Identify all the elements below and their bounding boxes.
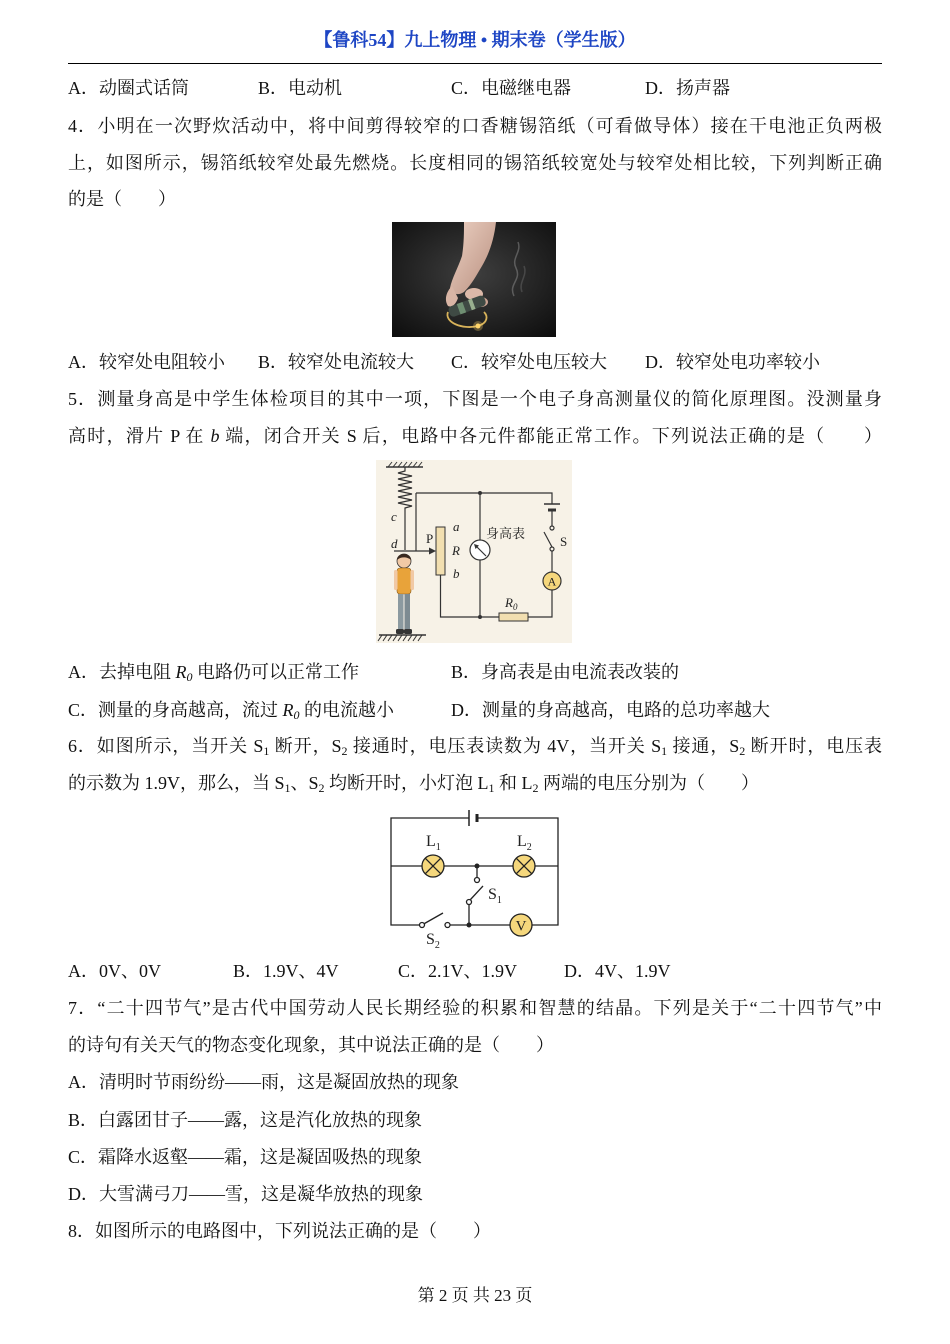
label-S1-subscript: 1 <box>496 895 502 906</box>
junction-dot <box>478 491 482 495</box>
q5-option-d: D．测量的身高越高，电路的总功率越大 <box>451 700 770 720</box>
label-R0-letter: R <box>505 595 513 610</box>
q5-option-a-sub: 0 <box>186 670 193 684</box>
voltmeter-icon <box>510 914 532 936</box>
label-a: a <box>453 519 460 534</box>
q5-option-c <box>68 697 394 723</box>
q6-option-d: D．4V、1.9V <box>564 961 671 981</box>
label-S2-subscript: 2 <box>434 940 440 951</box>
q6-option-a: A．0V、0V <box>68 961 161 981</box>
q5-option-a-text: 电路仍可以正常工作 <box>192 662 359 682</box>
q6-line2-sub: 2 <box>318 781 325 795</box>
q7-option-c: C．霜降水返壑——霜，这是凝固吸热的现象 <box>68 1147 423 1167</box>
q7-option-b: B．白露团甘子——露，这是汽化放热的现象 <box>68 1110 423 1130</box>
label-R0-subscript: 0 <box>512 602 518 612</box>
page-header-title: 【鲁科54】九上物理 • 期末卷（学生版） <box>314 30 636 50</box>
q4-option-d: D．较窄处电功率较小 <box>645 352 820 372</box>
ammeter-icon <box>543 572 561 590</box>
q6-option-b: B．1.9V、4V <box>233 961 339 981</box>
lamp-L2-icon <box>513 855 535 877</box>
q6-option-c: C．2.1V、1.9V <box>398 961 518 981</box>
q3-option-c: C．电磁继电器 <box>451 78 572 98</box>
q3-option-d: D．扬声器 <box>645 78 730 98</box>
q3-option-b: B．电动机 <box>258 78 343 98</box>
junction-dot <box>475 864 480 869</box>
q6-line2-sub: 1 <box>284 781 291 795</box>
q5-option-c-text: 的电流越小 <box>299 700 395 720</box>
q6-line2-part: 、S <box>290 773 319 793</box>
q5-option-a-text: A．去掉电阻 <box>68 662 176 682</box>
label-R: R <box>452 543 460 558</box>
junction-dot <box>467 923 472 928</box>
q5-option-a-R: R <box>175 662 187 682</box>
switch-S2 <box>420 913 451 928</box>
q5-option-c-R: R <box>282 700 294 720</box>
resistor-R <box>436 527 445 575</box>
q6-line1-sub: 1 <box>661 744 668 758</box>
q6-text-line-2 <box>68 770 882 796</box>
q6-line2-part: 的示数为 1.9V，那么，当 S <box>68 773 285 793</box>
resistor-R0 <box>499 613 528 621</box>
q4-text-line-1: 4．小明在一次野炊活动中，将中间剪得较窄的口香糖锡箔纸（可看做导体）接在干电池正负两极 <box>68 116 882 136</box>
q6-line2-sub: 2 <box>532 781 539 795</box>
height-meter-circuit-diagram <box>376 460 572 643</box>
q5-option-c-text: C．测量的身高越高，流过 <box>68 700 283 720</box>
label-L2-letter: L <box>517 833 527 850</box>
q7-option-a: A．清明时节雨纷纷——雨，这是凝固放热的现象 <box>68 1072 459 1092</box>
label-P: P <box>426 531 434 546</box>
q6-line1-sub: 1 <box>263 744 270 758</box>
label-d: d <box>391 536 398 551</box>
height-meter-icon <box>470 540 490 560</box>
label-S2-letter: S <box>426 931 435 948</box>
label-L2 <box>517 833 532 853</box>
q6-line1-part: 接通，S <box>667 736 740 756</box>
question-5-options-row-2 <box>68 697 882 723</box>
q6-line1-part: 6．如图所示，当开关 S <box>68 736 264 756</box>
q5-line2-italic-b: b <box>210 426 220 446</box>
q5-line2-part: 高时，滑片 P 在 <box>68 426 211 446</box>
q4-option-b: B．较窄处电流较大 <box>258 352 415 372</box>
q5-line2-part: 端，闭合开关 S 后，电路中各元件都能正常工作。下列说法正确的是（ ） <box>219 426 882 446</box>
question-4-options <box>68 349 882 375</box>
q6-line1-sub: 2 <box>739 744 746 758</box>
junction-dot <box>478 615 482 619</box>
lamp-circuit-diagram <box>385 806 565 951</box>
q3-option-a: A．动圈式话筒 <box>68 78 189 98</box>
label-c: c <box>391 509 397 524</box>
label-S1 <box>488 886 502 906</box>
header-divider <box>68 63 882 64</box>
lamp-L1-icon <box>422 855 444 877</box>
foil-battery-photo <box>392 222 556 337</box>
q7-option-d: D．大雪满弓刀——雪，这是凝华放热的现象 <box>68 1184 423 1204</box>
q4-text-line-3: 的是（ ） <box>68 189 176 209</box>
q6-line2-part: 两端的电压分别为（ ） <box>538 773 760 793</box>
q6-line2-sub: 1 <box>488 781 495 795</box>
q6-line1-part: 断开，S <box>269 736 342 756</box>
label-L1 <box>426 833 441 853</box>
q6-line1-part: 断开时，电压表 <box>745 736 883 756</box>
q7-text-line-2: 的诗句有关天气的物态变化现象，其中说法正确的是（ ） <box>68 1035 554 1055</box>
q5-option-b: B．身高表是由电流表改装的 <box>451 662 680 682</box>
q6-line1-sub: 2 <box>341 744 348 758</box>
q4-option-a: A．较窄处电阻较小 <box>68 352 225 372</box>
question-3-options <box>68 75 882 101</box>
label-L1-letter: L <box>426 833 436 850</box>
q6-line1-part: 接通时，电压表读数为 4V，当开关 S <box>347 736 662 756</box>
label-S: S <box>560 534 568 549</box>
burning-spot-core <box>476 324 481 329</box>
label-S2 <box>426 931 440 951</box>
q8-text-line-1: 8．如图所示的电路图中，下列说法正确的是（ ） <box>68 1221 491 1241</box>
label-L1-subscript: 1 <box>435 842 441 853</box>
label-L2-subscript: 2 <box>526 842 532 853</box>
q4-option-c: C．较窄处电压较大 <box>451 352 608 372</box>
q5-option-a <box>68 659 359 685</box>
ammeter-label: A <box>547 574 557 589</box>
q5-text-line-1: 5．测量身高是中学生体检项目的其中一项，下图是一个电子身高测量仪的简化原理图。没测量身 <box>68 389 882 409</box>
q6-line2-part: 和 L <box>494 773 533 793</box>
q7-text-line-1: 7．“二十四节气”是古代中国劳动人民长期经验的积累和智慧的结晶。下列是关于“二十四节气”中 <box>68 998 882 1018</box>
q5-option-c-sub: 0 <box>293 708 300 722</box>
q4-text-line-2: 上，如图所示，锡箔纸较窄处最先燃烧。长度相同的锡箔纸较宽处与较窄处相比较，下列判断正确 <box>68 153 882 173</box>
battery-symbol <box>469 810 477 826</box>
q5-text-line-2 <box>68 423 882 449</box>
label-S1-letter: S <box>488 886 497 903</box>
q6-line2-part: 均断开时，小灯泡 L <box>324 773 489 793</box>
q6-text-line-1 <box>68 733 882 759</box>
question-5-options-row-1 <box>68 659 882 685</box>
meter-label: 身高表 <box>486 526 526 541</box>
switch-S1 <box>467 878 484 905</box>
label-b: b <box>453 566 460 581</box>
question-6-options <box>68 958 882 984</box>
voltmeter-label: V <box>515 918 527 935</box>
page-number-footer: 第 2 页 共 23 页 <box>417 1286 533 1305</box>
